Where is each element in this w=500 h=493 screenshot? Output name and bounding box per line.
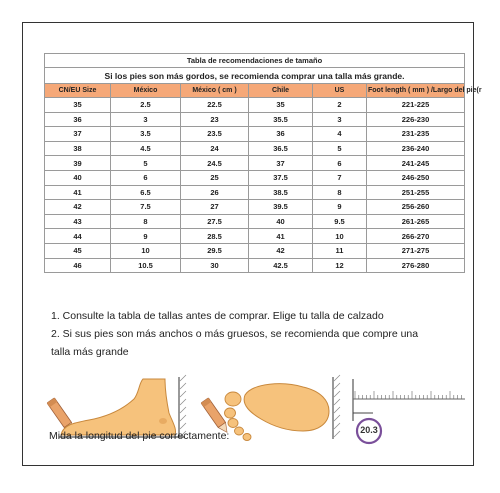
table-cell: 9 (111, 229, 181, 244)
table-cell: 256-260 (367, 200, 465, 215)
table-cell: 35 (249, 98, 313, 113)
table-cell: 4 (313, 127, 367, 142)
header-us: US (313, 84, 367, 98)
table-cell: 10 (313, 229, 367, 244)
table-cell: 3 (313, 112, 367, 127)
table-cell: 40 (45, 170, 111, 185)
table-cell: 10 (111, 243, 181, 258)
table-cell: 42.5 (249, 258, 313, 273)
table-cell: 35 (45, 98, 111, 113)
ruler-icon (341, 373, 471, 448)
size-chart-card (22, 22, 482, 466)
table-cell: 26 (181, 185, 249, 200)
header-foot-length: Foot length ( mm ) /Largo del pie(r (367, 84, 465, 98)
table-title: Tabla de recomendaciones de tamaño (45, 54, 465, 68)
table-cell: 35.5 (249, 112, 313, 127)
table-row (45, 185, 465, 200)
table-cell: 261-265 (367, 214, 465, 229)
table-cell: 42 (249, 243, 313, 258)
table-cell: 8 (111, 214, 181, 229)
table-cell: 25 (181, 170, 249, 185)
table-cell: 7 (313, 170, 367, 185)
table-cell: 45 (45, 243, 111, 258)
size-table (44, 53, 482, 273)
table-cell: 7.5 (111, 200, 181, 215)
table-row (45, 98, 465, 113)
table-subtitle-row (45, 68, 465, 84)
table-cell: 23.5 (181, 127, 249, 142)
header-mexico-cm: México ( cm ) (181, 84, 249, 98)
table-cell: 4.5 (111, 141, 181, 156)
table-cell: 22.5 (181, 98, 249, 113)
table-cell: 241-245 (367, 156, 465, 171)
table-row (45, 214, 465, 229)
table-cell: 37 (45, 127, 111, 142)
table-cell: 12 (313, 258, 367, 273)
table-subtitle: Si los pies son más gordos, se recomienda comprar una talla más grande. (45, 68, 465, 84)
table-cell: 28.5 (181, 229, 249, 244)
table-cell: 11 (313, 243, 367, 258)
header-chile: Chile (249, 84, 313, 98)
table-cell: 46 (45, 258, 111, 273)
table-cell: 5 (111, 156, 181, 171)
table-cell: 29.5 (181, 243, 249, 258)
table-cell: 6.5 (111, 185, 181, 200)
table-cell: 37.5 (249, 170, 313, 185)
table-cell: 10.5 (111, 258, 181, 273)
table-cell: 27 (181, 200, 249, 215)
table-cell: 37 (249, 156, 313, 171)
instruction-1: 1. Consulte la tabla de tallas antes de comprar. Elige tu talla de calzado (51, 310, 384, 322)
table-cell: 39.5 (249, 200, 313, 215)
table-cell: 27.5 (181, 214, 249, 229)
instruction-2-cont: talla más grande (51, 346, 129, 358)
table-row (45, 156, 465, 171)
table-cell: 3.5 (111, 127, 181, 142)
table-cell: 236-240 (367, 141, 465, 156)
table-cell: 38 (45, 141, 111, 156)
table-row (45, 141, 465, 156)
instructions (51, 307, 491, 361)
table-cell: 36.5 (249, 141, 313, 156)
table-row (45, 258, 465, 273)
table-cell: 38.5 (249, 185, 313, 200)
table-cell: 24 (181, 141, 249, 156)
table-cell: 3 (111, 112, 181, 127)
table-header-row (45, 84, 465, 98)
table-cell: 2.5 (111, 98, 181, 113)
table-cell: 36 (45, 112, 111, 127)
table-title-row (45, 54, 465, 68)
table-cell: 2 (313, 98, 367, 113)
table-cell: 271-275 (367, 243, 465, 258)
ruler-measurement-illustration (341, 373, 471, 448)
table-cell: 226-230 (367, 112, 465, 127)
table-cell: 41 (249, 229, 313, 244)
table-cell: 6 (111, 170, 181, 185)
ruler-value-badge: 20.3 (360, 425, 378, 435)
table-row (45, 127, 465, 142)
table-cell: 246-250 (367, 170, 465, 185)
table-cell: 266-270 (367, 229, 465, 244)
table-cell: 42 (45, 200, 111, 215)
table-cell: 276-280 (367, 258, 465, 273)
table-row (45, 170, 465, 185)
table-cell: 43 (45, 214, 111, 229)
table-cell: 9 (313, 200, 367, 215)
table-cell: 30 (181, 258, 249, 273)
instruction-2: 2. Si sus pies son más anchos o más gruesos, se recomienda que compre una (51, 328, 419, 340)
table-cell: 9.5 (313, 214, 367, 229)
table-cell: 44 (45, 229, 111, 244)
table-row (45, 243, 465, 258)
table-cell: 251-255 (367, 185, 465, 200)
table-cell: 23 (181, 112, 249, 127)
table-cell: 6 (313, 156, 367, 171)
measure-caption: Mida la longitud del pie correctamente: (49, 430, 230, 442)
table-cell: 40 (249, 214, 313, 229)
table-cell: 5 (313, 141, 367, 156)
table-cell: 8 (313, 185, 367, 200)
table-cell: 41 (45, 185, 111, 200)
table-cell: 39 (45, 156, 111, 171)
table-cell: 221-225 (367, 98, 465, 113)
header-cn-eu: CN/EU Size (45, 84, 111, 98)
header-mexico: México (111, 84, 181, 98)
table-row (45, 200, 465, 215)
table-row (45, 229, 465, 244)
table-cell: 231-235 (367, 127, 465, 142)
table-row (45, 112, 465, 127)
table-cell: 36 (249, 127, 313, 142)
table-cell: 24.5 (181, 156, 249, 171)
